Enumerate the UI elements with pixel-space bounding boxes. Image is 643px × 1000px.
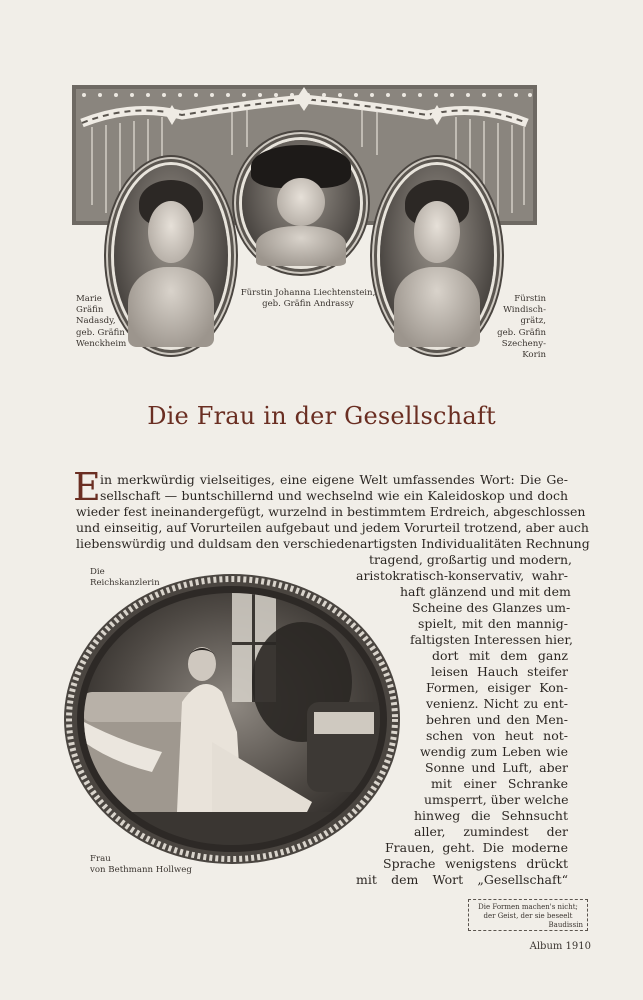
article-line: dort mit dem ganz [432,648,568,663]
article-line: wendig zum Leben wie [420,744,568,759]
photo-caption-bottom: Frau von Bethmann Hollweg [90,854,192,876]
quote-line: Die Formen machen's nicht; [478,903,578,911]
portrait-face-shape [277,178,324,226]
article-line: hinweg die Sehnsucht [414,808,568,823]
article-line: aller, zumindest der [414,824,568,839]
article-line: Sonne und Luft, aber [425,760,568,775]
article-line: leisen Hauch steifer [431,664,568,679]
article-line: Formen, eisiger Kon- [426,680,568,695]
article-line: faltigsten Interessen hier, [410,632,574,647]
article-line: aristokratisch-konservativ, wahr- [356,568,568,583]
article-line: schen von heut not- [426,728,568,743]
portrait-johanna-liechtenstein [242,140,360,266]
article-title: Die Frau in der Gesellschaft [147,402,496,430]
article-line: sellschaft — buntschillernd und wechselnd wie ein Kaleidoskop und doch [100,488,568,503]
article-line: Frauen, geht. Die moderne [385,840,568,855]
article-line: venienz. Nicht zu ent- [426,696,568,711]
article-line: haft glänzend und mit dem [400,584,571,599]
quote-line: der Geist, der sie beseelt [483,912,573,920]
epigraph-quote-box [468,899,588,931]
article-line: mit dem Wort „Gesellschaft“ [356,872,568,887]
portrait-caption-middle: Fürstin Johanna Liechtenstein, geb. Gräfin Andrassy [240,288,376,310]
article-line: Scheine des Glanzes um- [412,600,571,615]
article-line: tragend, großartig und modern, [369,552,572,567]
portrait-dress-shape [256,226,346,266]
article-line: wieder fest ineinandergefügt, wurzelnd in bestimmtem Erdreich, abgeschlossen [76,504,586,519]
article-line: und einseitig, auf Vorurteilen aufgebaut und jedem Vorurteil trotzend, aber auch [76,520,589,535]
photo-caption-top: Die Reichskanzlerin [90,567,160,589]
portrait-dress-shape [128,267,215,347]
article-dropcap: E [73,465,101,509]
portrait-windischgraetz [380,165,494,347]
article-line: umsperrt, über welche [424,792,569,807]
article-line: behren und den Men- [426,712,568,727]
page-footer-label: Album 1910 [529,941,591,952]
portrait-face-shape [148,201,194,263]
article-line: in merkwürdig vielseitiges, eine eigene Welt umfassendes Wort: Die Ge- [100,472,568,487]
portrait-caption-left: Marie Gräfin Nadasdy, geb. Gräfin Wenckheim [76,294,127,349]
article-line: mit einer Schranke [431,776,568,791]
portrait-dress-shape [394,267,481,347]
portrait-caption-right: Fürstin Windisch- grätz, geb. Gräfin Szecheny-Korin [497,294,546,361]
quote-author: Baudissin [548,921,583,929]
article-line: spielt, mit den mannig- [418,616,568,631]
reichskanzlerin-photo [62,572,402,866]
article-line: Sprache wenigstens drückt [383,856,568,871]
portrait-face-shape [414,201,460,263]
article-line: liebenswürdig und duldsam den verschiedenartigsten Individualitäten Rechnung [76,536,590,551]
